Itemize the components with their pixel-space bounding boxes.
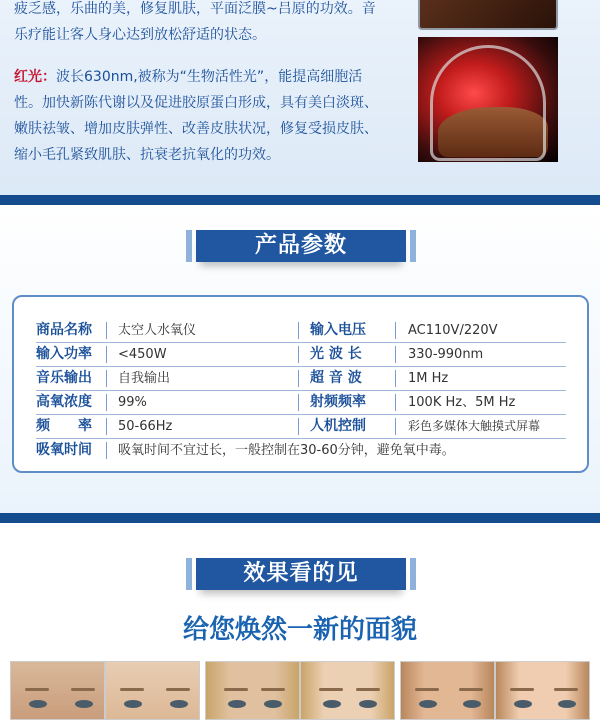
row-value-right: 1M Hz	[408, 371, 449, 386]
row-value-left: 自我输出	[118, 371, 171, 386]
device-dome	[430, 45, 546, 161]
cell-divider	[395, 346, 396, 363]
red-light-text-1: 波长630nm,被称为“生物活性光”，能提高细胞活	[56, 69, 363, 85]
row-value-left: <450W	[118, 347, 167, 362]
section-divider	[0, 195, 600, 205]
cell-divider	[395, 394, 396, 411]
table-row	[36, 319, 566, 342]
red-light-text-2: 性。加快新陈代谢以及促进胶原蛋白形成，具有美白淡斑、	[14, 95, 378, 111]
cell-divider	[395, 370, 396, 387]
intro-text	[14, 0, 409, 168]
cell-divider	[106, 346, 107, 363]
cell-divider	[298, 394, 299, 411]
eyebrow	[554, 688, 578, 691]
eye	[124, 700, 142, 708]
skin-tone	[206, 662, 299, 719]
intro-line-top: 疲乏感，乐曲的美，修复肌肤，平面泛膜~吕原的功效。音	[14, 1, 376, 17]
red-light-label: 红光：	[14, 69, 56, 85]
row-value-right: 330-990nm	[408, 347, 484, 362]
after-photo-3	[495, 661, 590, 720]
eyebrow	[319, 688, 343, 691]
row-label-right: 射频频率	[310, 394, 366, 410]
row-value-wide: 吸氧时间不宜过长，一般控制在30-60分钟，避免氧中毒。	[118, 443, 455, 458]
device-photo-top	[418, 0, 558, 30]
red-light-text-4: 缩小毛孔紧致肌肤、抗衰老抗氧化的功效。	[14, 147, 280, 163]
row-label-right: 输入电压	[310, 322, 366, 338]
row-label-left: 输入功率	[36, 346, 92, 362]
row-label-left: 音乐输出	[36, 370, 92, 386]
table-row	[36, 439, 566, 462]
row-value-right: AC110V/220V	[408, 323, 498, 338]
row-value-left: 99%	[118, 395, 147, 410]
after-photo-1	[105, 661, 200, 720]
params-table	[12, 295, 589, 473]
eye	[323, 700, 341, 708]
row-label-left: 高氧浓度	[36, 394, 92, 410]
before-photo-1	[10, 661, 105, 720]
cell-divider	[298, 322, 299, 339]
eyebrow	[415, 688, 439, 691]
eye	[29, 700, 47, 708]
red-light-paragraph	[14, 64, 409, 168]
eye	[75, 700, 93, 708]
cell-divider	[395, 322, 396, 339]
eyebrow	[120, 688, 144, 691]
row-label-left: 频 率	[36, 418, 92, 434]
row-value-left: 50-66Hz	[118, 419, 173, 434]
after-photo-2	[300, 661, 395, 720]
cell-divider	[106, 442, 107, 459]
red-light-text-3: 嫩肤祛皱、增加皮肤弹性、改善皮肤状况，修复受损皮肤、	[14, 121, 378, 137]
intro-section	[0, 0, 600, 195]
eyebrow	[25, 688, 49, 691]
eye	[228, 700, 246, 708]
red-light-photo	[418, 37, 558, 162]
cell-divider	[106, 418, 107, 435]
intro-line-2: 乐疗能让客人身心达到放松舒适的状态。	[14, 27, 266, 43]
eyebrow	[510, 688, 534, 691]
row-label-left: 商品名称	[36, 322, 92, 338]
eye	[463, 700, 481, 708]
params-title: 产品参数	[196, 230, 406, 262]
section-divider	[0, 513, 600, 523]
eye	[170, 700, 188, 708]
eye	[359, 700, 377, 708]
row-label-right: 光 波 长	[310, 346, 362, 362]
cell-divider	[106, 370, 107, 387]
eyebrow	[224, 688, 248, 691]
effects-title: 效果看的见	[196, 558, 406, 590]
eyebrow	[459, 688, 483, 691]
cell-divider	[298, 370, 299, 387]
eyebrow	[356, 688, 380, 691]
table-row	[36, 343, 566, 366]
row-value-right: 彩色多媒体大触摸式屏幕	[408, 419, 541, 433]
before-photo-2	[205, 661, 300, 720]
eye	[264, 700, 282, 708]
cell-divider	[106, 394, 107, 411]
row-label-right: 超 音 波	[310, 370, 362, 386]
row-label-left: 吸氧时间	[36, 442, 92, 458]
cell-divider	[298, 346, 299, 363]
row-label-right: 人机控制	[310, 418, 366, 434]
eyebrow	[261, 688, 285, 691]
cell-divider	[106, 322, 107, 339]
eye	[558, 700, 576, 708]
skin-tone	[301, 662, 394, 719]
row-value-left: 太空人水氧仪	[118, 323, 197, 338]
before-photo-3	[400, 661, 495, 720]
table-row	[36, 391, 566, 414]
effects-section	[0, 523, 600, 720]
eye	[514, 700, 532, 708]
eye	[419, 700, 437, 708]
eyebrow	[71, 688, 95, 691]
cell-divider	[298, 418, 299, 435]
cell-divider	[395, 418, 396, 435]
table-row	[36, 415, 566, 438]
table-row	[36, 367, 566, 390]
eyebrow	[166, 688, 190, 691]
row-value-right: 100K Hz、5M Hz	[408, 395, 516, 410]
effects-headline: 给您焕然一新的面貌	[182, 615, 417, 645]
params-section	[0, 205, 600, 513]
